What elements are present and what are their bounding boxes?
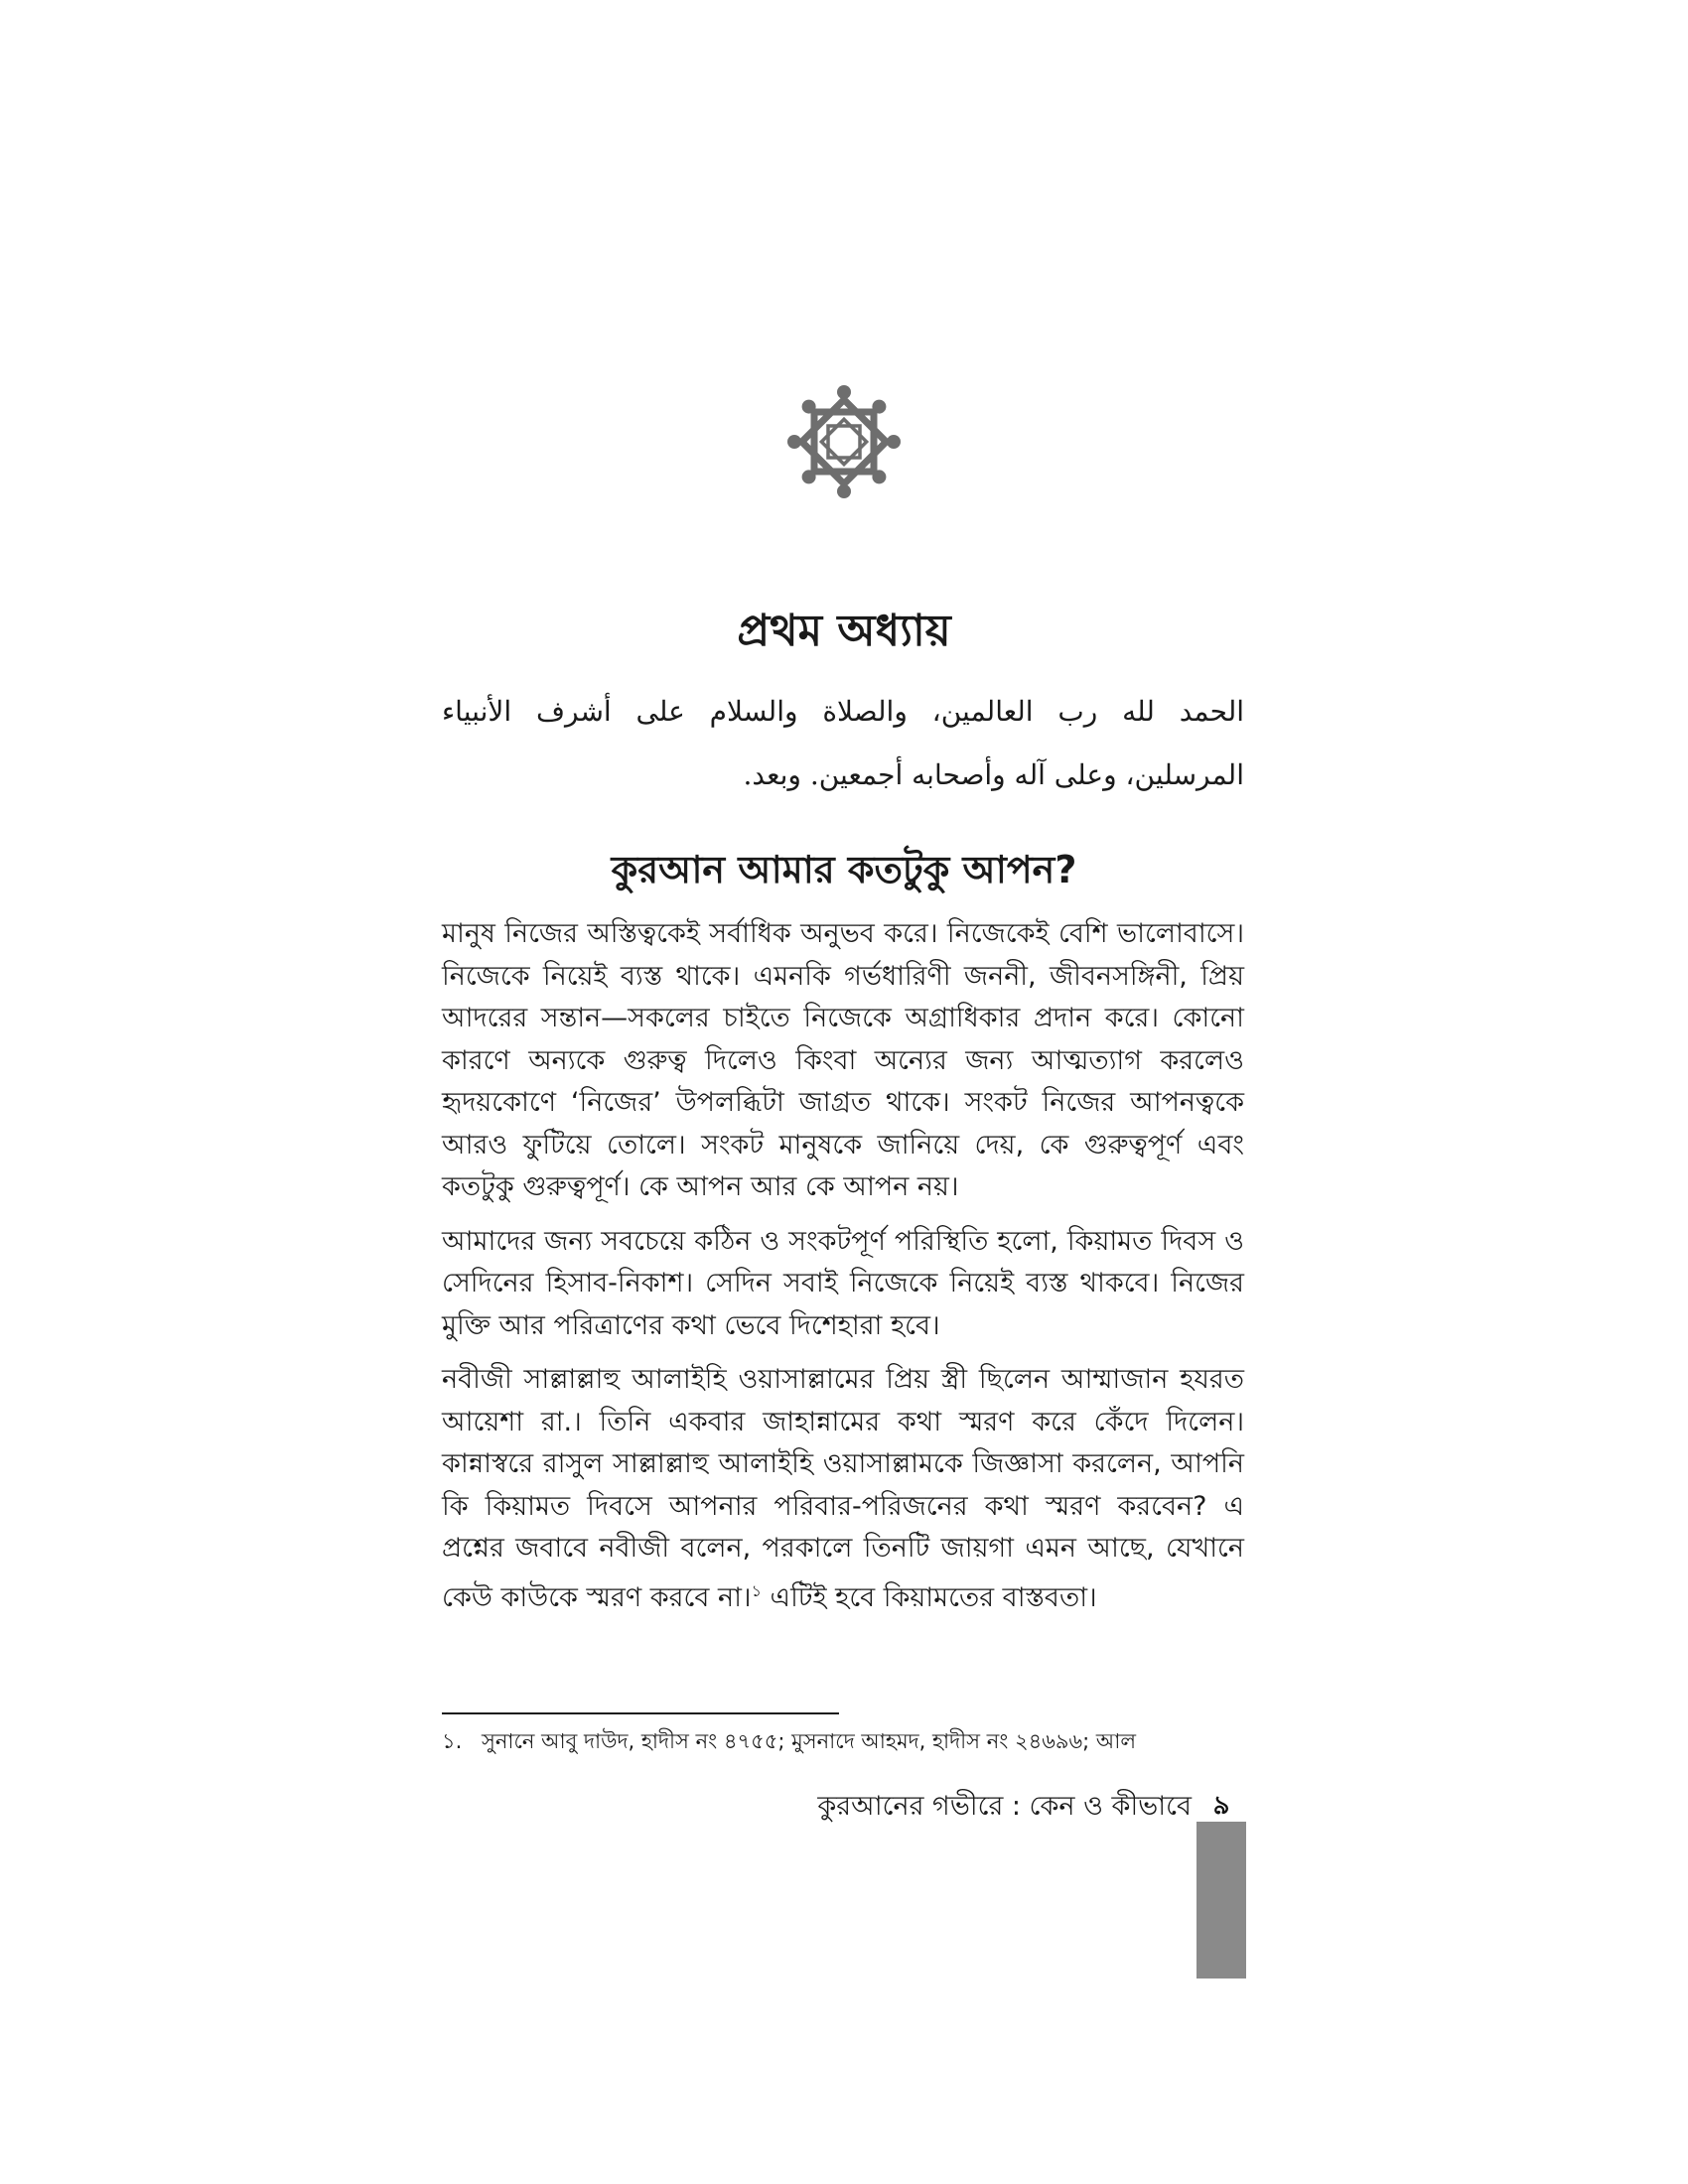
paragraph-tail: এটিই হবে কিয়ামতের বাস্তবতা। bbox=[761, 1581, 1097, 1613]
footnote-number: ১. bbox=[442, 1729, 463, 1753]
paragraph-text: নবীজী সাল্লাল্লাহু আলাইহি ওয়াসাল্লামের প্রিয় স্ত্রী ছিলেন আম্মাজান হযরত আয়েশা রা.। তিনি একবার জাহান্নামের কথা স্মরণ করে কেঁদে দিলেন। কান্নাস্বরে রাসুল সাল্লাল্লাহু আলাইহি ওয়াসাল্লামকে জিজ্ঞাসা করলেন, আপনি কি কিয়ামত দিবসে আপনার পরিবার-পরিজনের কথা স্মরণ করবেন? এ প্রশ্নের জবাবে নবীজী বলেন, পরকালে তিনটি জায়গা এমন আছে, যেখানে কেউ কাউকে স্মরণ করবে না। bbox=[442, 1364, 1244, 1613]
running-footer: কুরআনের গভীরে : কেন ও কীভাবে bbox=[817, 1791, 1192, 1822]
footnote-text: সুনানে আবু দাউদ, হাদীস নং ৪৭৫৫; মুসনাদে আহমদ, হাদীস নং ২৪৬৯৬; আল bbox=[482, 1729, 1137, 1753]
chapter-title: প্রথম অধ্যায় bbox=[737, 606, 951, 656]
page-number: ৯ bbox=[1196, 1790, 1246, 1822]
footnote bbox=[442, 1725, 1244, 1757]
footnote-divider bbox=[442, 1712, 839, 1714]
body-text bbox=[442, 913, 1244, 1631]
section-title: কুরআন আমার কতটুকু আপন? bbox=[611, 848, 1077, 891]
islamic-star-ornament-icon bbox=[784, 382, 904, 501]
body-paragraph bbox=[442, 1359, 1244, 1619]
body-paragraph: আমাদের জন্য সবচেয়ে কঠিন ও সংকটপূর্ণ পরিস্থিতি হলো, কিয়ামত দিবস ও সেদিনের হিসাব-নিকাশ। সেদিন সবাই নিজেকে নিয়েই ব্যস্ত থাকবে। নিজের মুক্তি আর পরিত্রাণের কথা ভেবে দিশেহারা হবে। bbox=[442, 1225, 1244, 1341]
body-paragraph: মানুষ নিজের অস্তিত্বকেই সর্বাধিক অনুভব করে। নিজেকেই বেশি ভালোবাসে। নিজেকে নিয়েই ব্যস্ত থাকে। এমনকি গর্ভধারিণী জননী, জীবনসঙ্গিনী, প্রিয় আদরের সন্তান—সকলের চাইতে নিজেকে অগ্রাধিকার প্রদান করে। কোনো কারণে অন্যকে গুরুত্ব দিলেও কিংবা অন্যের জন্য আত্মত্যাগ করলেও হৃদয়কোণে ‘নিজের’ উপলব্ধিটা জাগ্রত থাকে। সংকট নিজের আপনত্বকে আরও ফুটিয়ে তোলে। সংকট মানুষকে জানিয়ে দেয়, কে গুরুত্বপূর্ণ এবং কতটুকু গুরুত্বপূর্ণ। কে আপন আর কে আপন নয়। bbox=[442, 918, 1244, 1202]
arabic-invocation: الحمد لله رب العالمين، والصلاة والسلام على أشرف الأنبياء المرسلين، وعلى آله وأصحابه أجمعين. وبعد. bbox=[442, 695, 1244, 791]
footnote-marker[interactable]: ১ bbox=[751, 1580, 762, 1600]
